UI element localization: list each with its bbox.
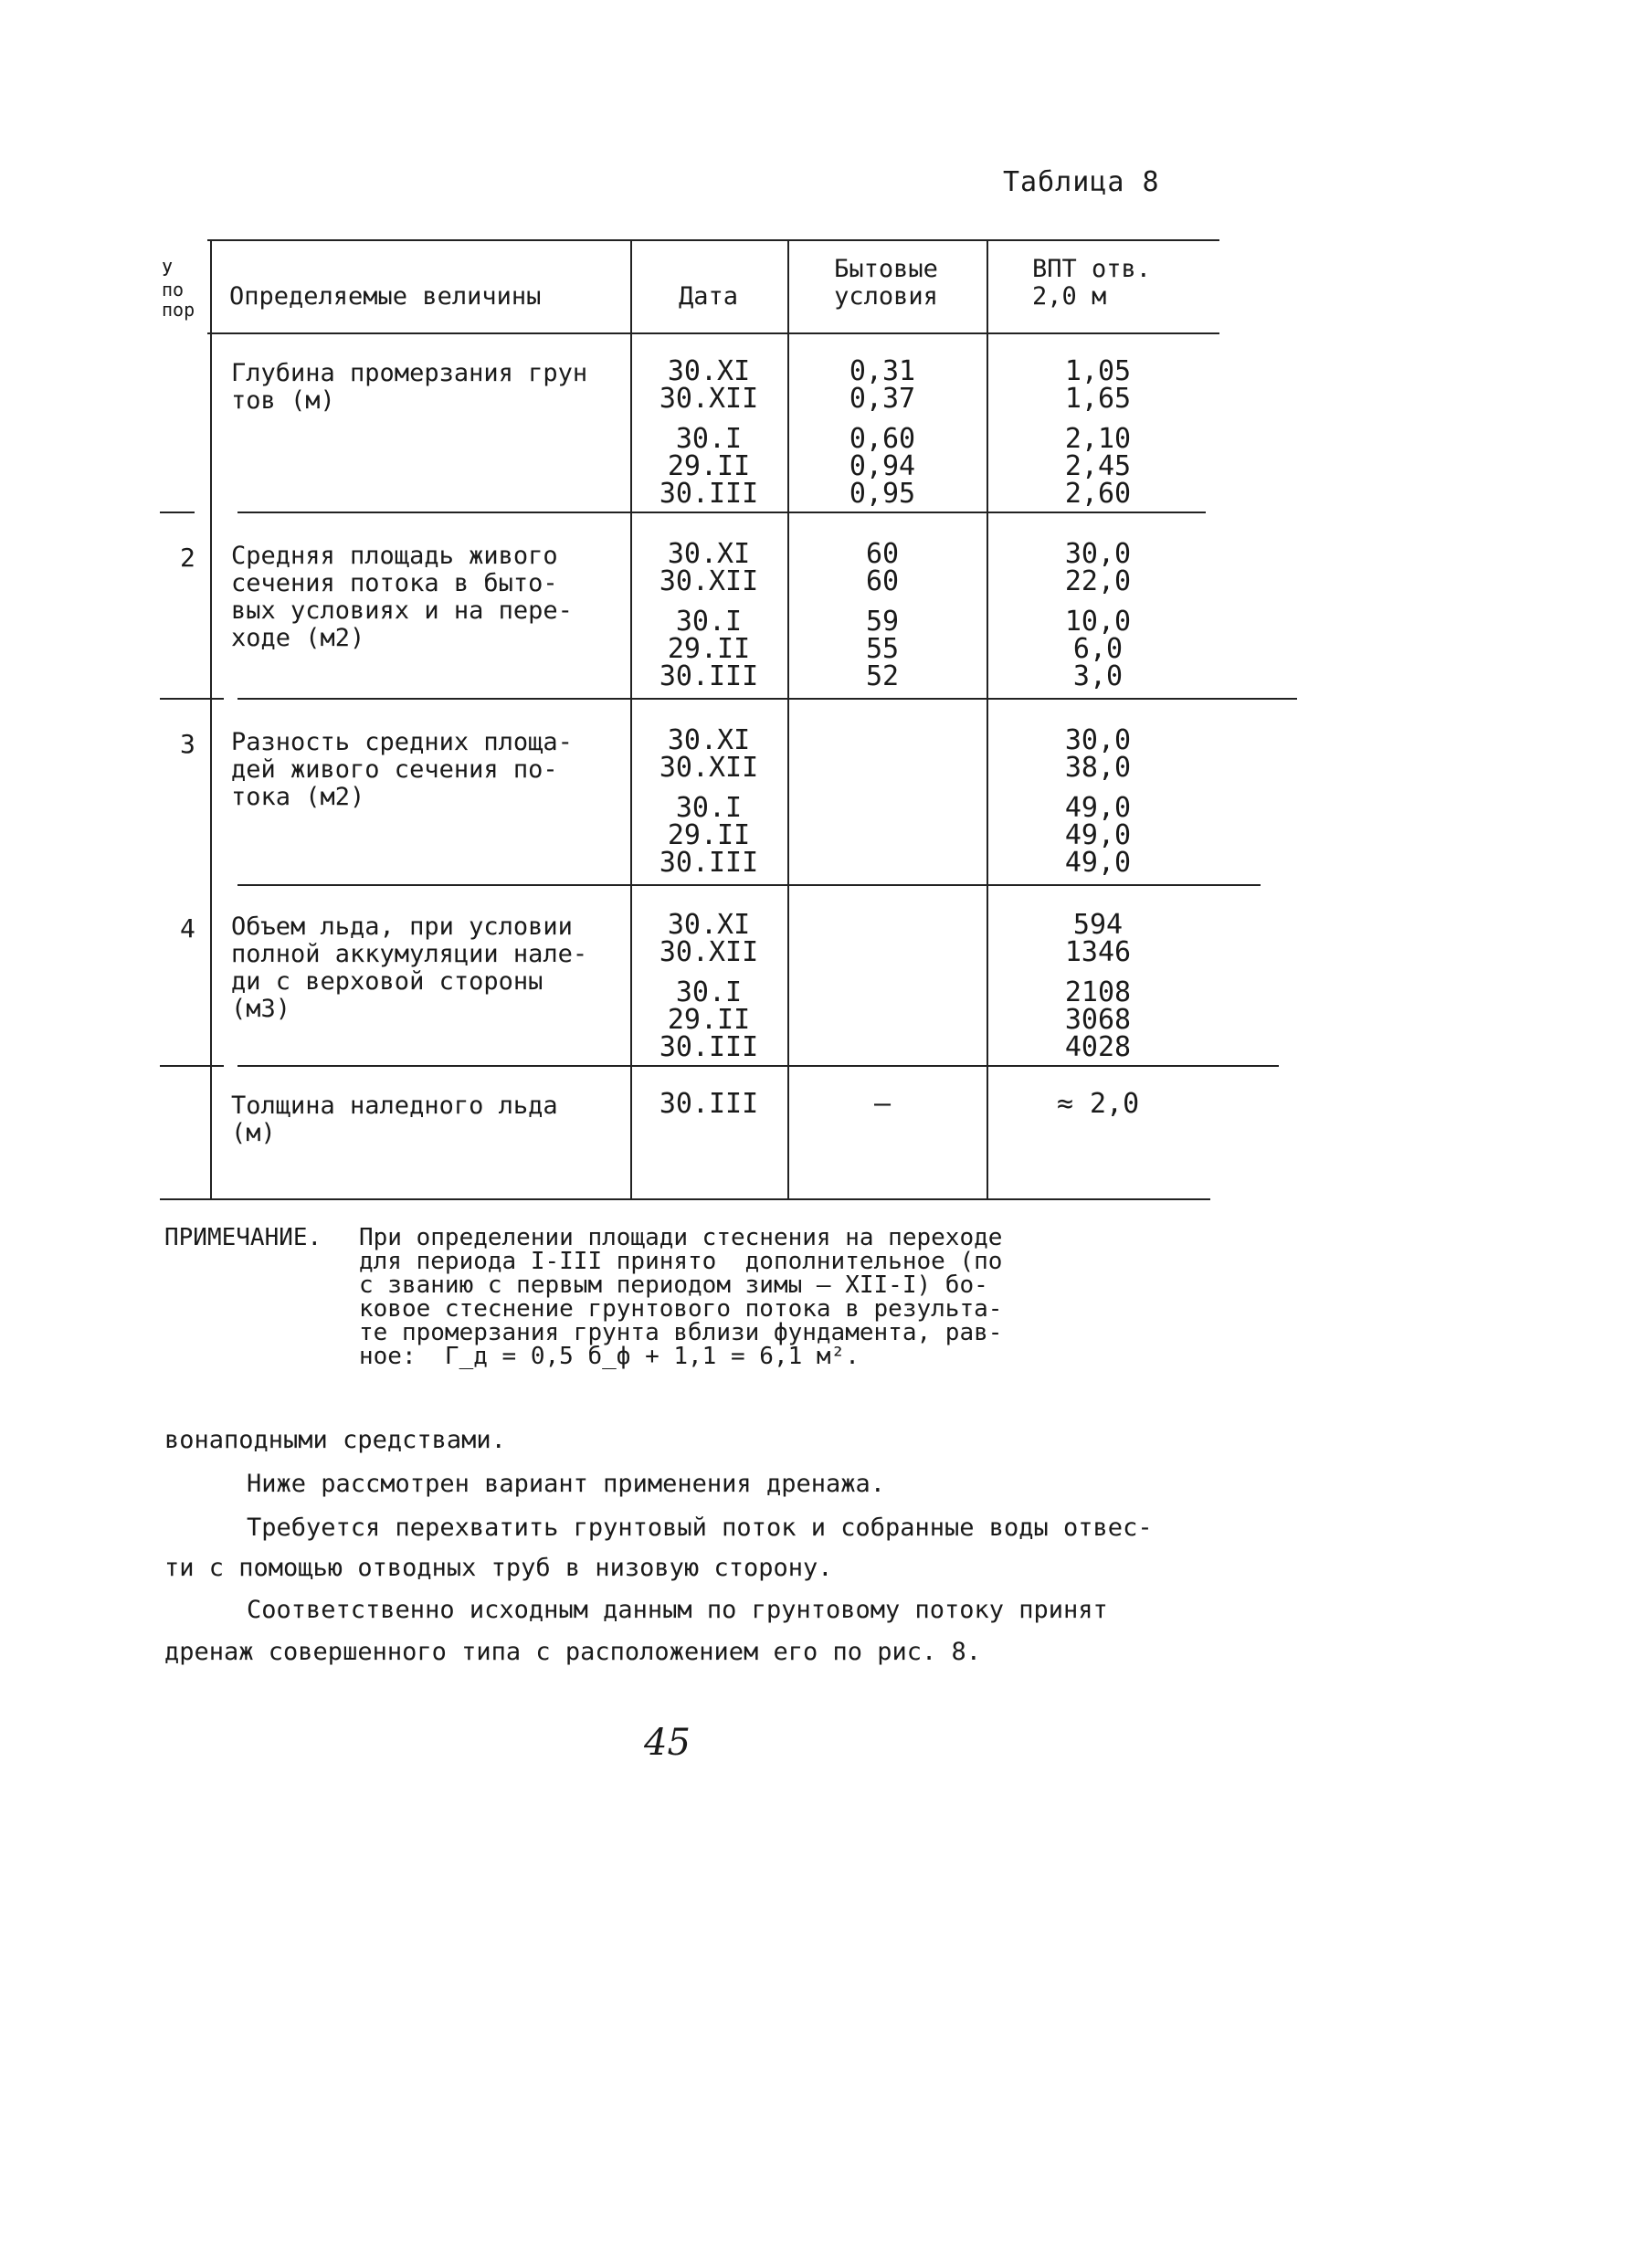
row1-quantity: Глубина промерзания грун тов (м) [231, 359, 588, 415]
row1-natural-values: 0,31 0,37 0,60 0,94 0,95 [849, 355, 916, 510]
row1-pipe-values: 1,05 1,65 2,10 2,45 2,60 [1064, 355, 1132, 510]
row3-pipe-values: 30,0 38,0 49,0 49,0 49,0 [1064, 724, 1132, 879]
header-number: У по пор [162, 258, 195, 321]
row3-dates: 30.XI 30.XII 30.I 29.II 30.III [659, 724, 759, 879]
row2-dates: 30.XI 30.XII 30.I 29.II 30.III [659, 538, 759, 692]
row5-quantity: Толщина наледного льда (м) [231, 1092, 558, 1147]
row2-natural-values: 60 60 59 55 52 [865, 538, 900, 692]
header-pipe: ВПТ отв. 2,0 м [1032, 255, 1152, 311]
row3-quantity: Разность средних площа- дей живого сечения по- тока (м2) [231, 728, 573, 811]
paragraph-line-5: Соответственно исходным данным по грунтовому потоку принят [247, 1596, 1108, 1624]
row2-quantity: Средняя площадь живого сечения потока в быто- вых условиях и на пере- ходе (м2) [231, 542, 573, 652]
paragraph-line-3: Требуется перехватить грунтовый поток и собранные воды отвес- [247, 1514, 1153, 1542]
header-quantity: Определяемые величины [229, 282, 542, 311]
paragraph-line-1: вонаподными средствами. [164, 1426, 506, 1454]
note-label: ПРИМЕЧАНИЕ. [164, 1224, 322, 1251]
note-text: При определении площади стеснения на переходе для периода I-III принято дополнительное (по с званию с первым периодом зимы – XII-I) бо- ковое стеснение грунтового потока в результа- те промерзания грунта вблизи фундамента, рав- ное: Г_д = 0,5 б_ф + 1,1 = 6,1 м². [359, 1224, 1003, 1370]
paragraph-line-6: дренаж совершенного типа с расположением его по рис. 8. [164, 1638, 982, 1666]
table-caption: Таблица 8 [1003, 166, 1160, 198]
row2-number: 2 [180, 543, 195, 573]
row4-pipe-values: 594 1346 2108 3068 4028 [1064, 909, 1132, 1063]
row5-pipe-values: ≈ 2,0 [1056, 1088, 1140, 1120]
header-date: Дата [679, 282, 739, 311]
row4-quantity: Объем льда, при условии полной аккумуляции нале- ди с верховой стороны (м3) [231, 912, 588, 1023]
row3-number: 3 [180, 729, 195, 759]
paragraph-line-2: Ниже рассмотрен вариант применения дренажа. [247, 1470, 885, 1498]
header-natural-conditions: Бытовые условия [834, 255, 938, 311]
row4-dates: 30.XI 30.XII 30.I 29.II 30.III [659, 909, 759, 1063]
row1-dates: 30.XI 30.XII 30.I 29.II 30.III [659, 355, 759, 510]
page-number: 45 [644, 1722, 691, 1764]
row2-pipe-values: 30,0 22,0 10,0 6,0 3,0 [1064, 538, 1132, 692]
row4-number: 4 [180, 913, 195, 944]
row5-natural-values: – [873, 1088, 892, 1120]
paragraph-line-4: ти с помощью отводных труб в низовую сторону. [164, 1554, 833, 1582]
data-table [160, 239, 1265, 1206]
row5-dates: 30.III [659, 1088, 759, 1120]
